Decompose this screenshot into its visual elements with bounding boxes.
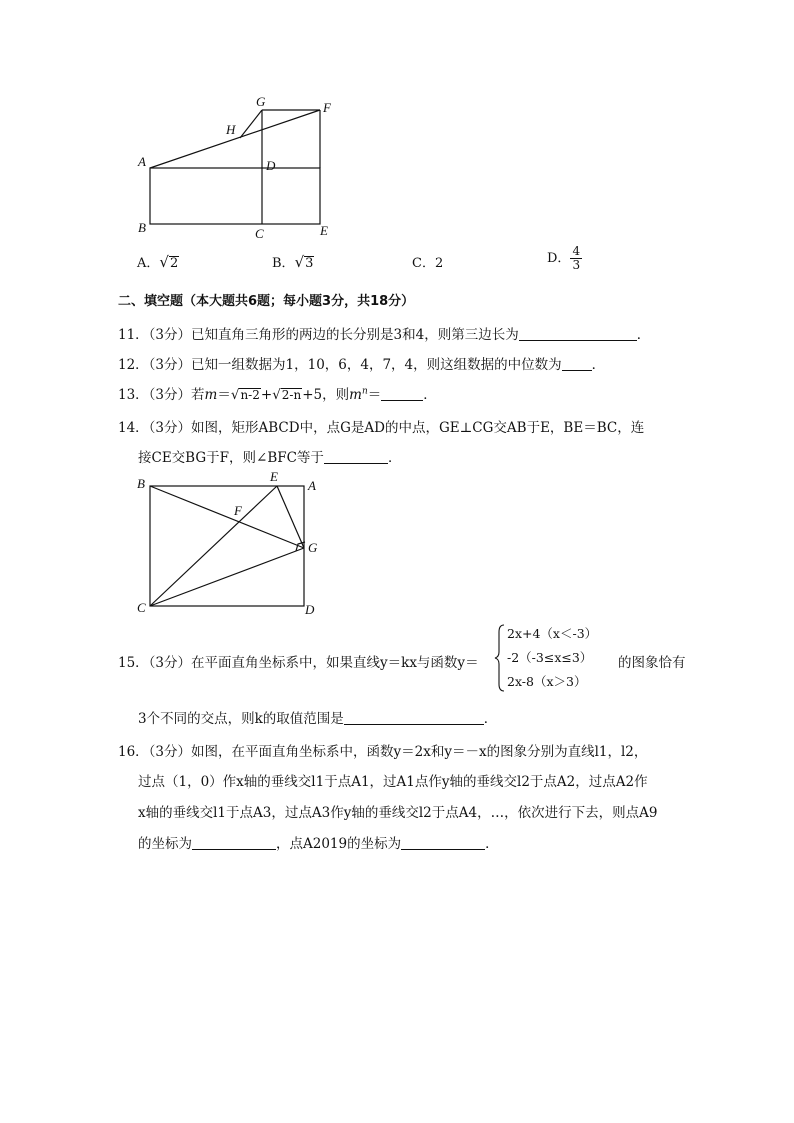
label-f2: F [234,503,242,518]
q15-answer-blank[interactable] [344,710,484,725]
question-16-line-1: 16．（3分）如图，在平面直角坐标系中，函数y＝2x和y＝－x的图象分别为直线l1，l2， [118,744,648,760]
q13-root-2: 2-n [281,388,302,402]
q11-answer-blank[interactable] [519,326,637,341]
label-d: D [266,158,276,173]
label-g: G [256,94,266,109]
piecewise-case-1: 2x+4（x＜-3） [507,626,598,641]
piecewise-brace [494,624,506,692]
option-b-value: 3 [305,256,314,271]
label-e: E [320,223,328,238]
option-c-value: 2 [434,256,444,271]
label-a: A [138,154,146,169]
label-g2: G [308,540,318,555]
question-15-line-2: 3个不同的交点，则k的取值范围是 ． [138,711,498,727]
label-e2: E [270,472,278,484]
q12-answer-blank[interactable] [562,356,592,371]
label-c2: C [137,600,146,615]
q13-root-1: n-2 [240,388,260,402]
rectangle-bcda [150,486,304,606]
label-d2: D [305,602,315,617]
question-14-line-1: 14．（3分）如图，矩形ABCD中，点G是AD的中点，GE⊥CG交AB于E，BE＝BC，连 [118,420,645,436]
question-15-suffix: 的图象恰有 [618,655,686,671]
option-a-value: 2 [169,256,179,271]
label-c: C [255,226,264,241]
option-a: A．√2 [137,253,179,271]
section-2-heading: 二、填空题（本大题共6题；每小题3分，共18分） [118,294,415,309]
rectangle-abce [150,168,320,224]
question-11: 11．（3分）已知直角三角形的两边的长分别是3和4，则第三边长为 ． [118,327,651,343]
question-15-prefix: 15．（3分）在平面直角坐标系中，如果直线y＝kx与函数y＝ [118,655,479,671]
label-a2: A [308,478,316,493]
question-16-line-4: 的坐标为 ，点A2019的坐标为 ． [138,836,499,852]
q13-answer-blank[interactable] [381,386,423,401]
question-16-line-3: x轴的垂线交l1于点A3，过点A3作y轴的垂线交l2于点A4，…，依次进行下去，则点A9 [138,805,658,821]
figure-1-geometry [130,92,340,242]
question-16-line-2: 过点（1，0）作x轴的垂线交l1于点A1，过A1点作y轴的垂线交l2于点A2，过点A2作 [138,774,648,790]
question-14-line-2: 接CE交BG于F，则∠BFC等于 ． [138,450,402,466]
segment-af [150,110,320,168]
label-b: B [138,220,146,235]
piecewise-case-2: -2（-3≤x≤3） [507,650,593,665]
segment-cg [150,548,304,606]
label-b2: B [137,476,145,491]
label-f: F [323,100,331,115]
q16-answer-blank-a2019[interactable] [401,835,485,850]
option-d: D． $\frac{4}{3}$ [547,244,581,272]
question-12: 12．（3分）已知一组数据为1，10，6，4，7，4，则这组数据的中位数为 ． [118,357,606,373]
piecewise-case-3: 2x-8（x＞3） [507,674,587,689]
segment-ce [150,486,277,606]
question-13: 13．（3分）若m＝√n-2+√2-n+5，则$m^n=$ ． [118,386,437,403]
option-b: B．√3 [272,253,314,271]
option-d-fraction: $\frac{4}{3}$ [572,244,581,272]
option-c: C．2 [412,256,444,271]
q14-answer-blank[interactable] [324,449,388,464]
label-h: H [226,122,236,137]
figure-2-geometry [132,472,332,622]
q16-answer-blank-a9[interactable] [192,835,276,850]
